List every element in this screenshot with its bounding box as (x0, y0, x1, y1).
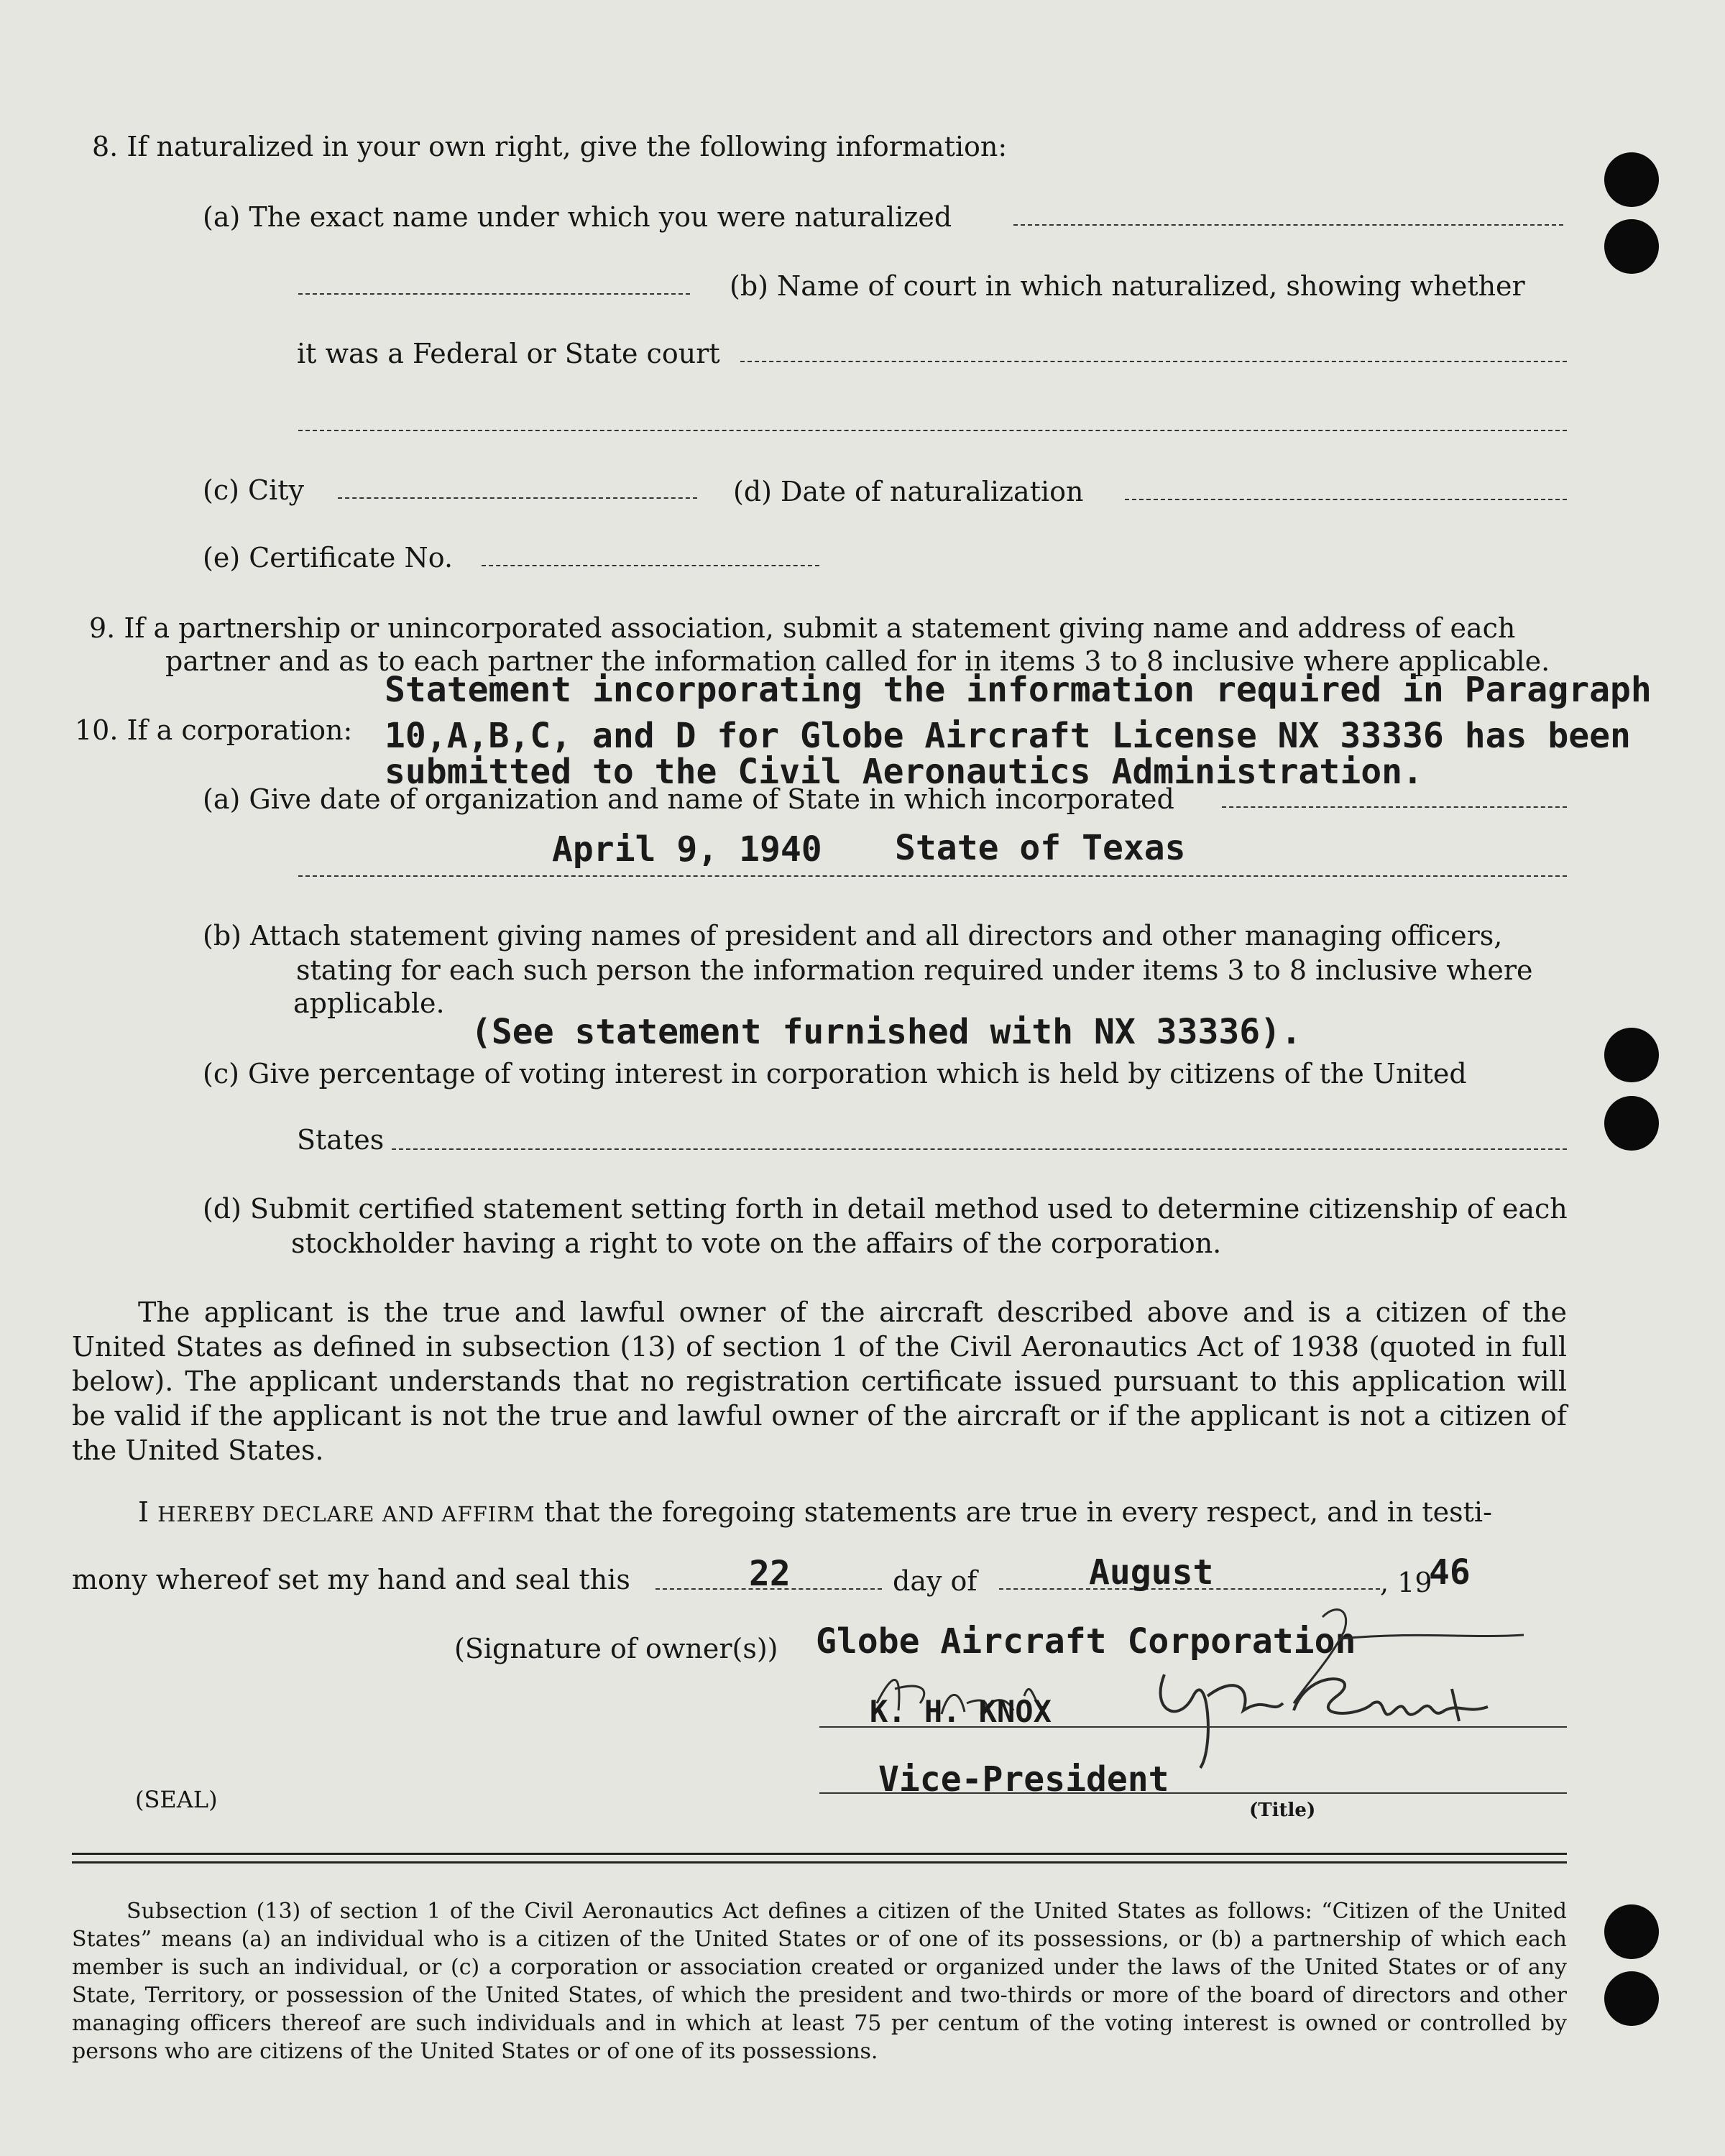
item8-a-field[interactable] (1013, 224, 1563, 226)
item9-line1: 9. If a partnership or unincorporated association, submit a statement giving name and address of each (89, 612, 1516, 644)
year-value: 46 (1429, 1552, 1471, 1593)
signature-company: Globe Aircraft Corporation (816, 1621, 1356, 1662)
punch-hole (1604, 1028, 1659, 1082)
handwritten-signature (776, 1588, 1538, 1775)
item10-d-line2: stockholder having a right to vote on the affairs of the corporation. (291, 1227, 1222, 1259)
punch-hole (1604, 1904, 1659, 1959)
month-value: August (1089, 1552, 1214, 1593)
item8-court-field[interactable] (740, 361, 1567, 362)
divider-rule (72, 1853, 1567, 1855)
affirmation-line1 (138, 1496, 1492, 1530)
seal-label: (SEAL) (135, 1786, 218, 1813)
item8-date-field[interactable] (1125, 499, 1567, 500)
item8-a-field-cont[interactable] (298, 293, 690, 295)
title-label: (Title) (1249, 1800, 1316, 1821)
punch-hole (1604, 219, 1659, 274)
day-value: 22 (749, 1554, 791, 1594)
item10-c-label: (c) Give percentage of voting interest in corporation which is held by citizens of the United (203, 1058, 1467, 1089)
item8-d-label: (d) Date of naturalization (733, 476, 1084, 507)
affirmation-line2-prefix: mony whereof set my hand and seal this (72, 1564, 630, 1595)
item10-typed-line1: Statement incorporating the information required in Paragraph (385, 670, 1652, 710)
day-of-label: day of (893, 1565, 978, 1597)
affirmation-rest: that the foregoing statements are true in every respect, and in testi- (543, 1496, 1492, 1528)
punch-hole (1604, 152, 1659, 207)
punch-hole (1604, 1971, 1659, 2026)
item10-b-line3: applicable. (293, 987, 445, 1019)
signature-name-line[interactable] (819, 1726, 1567, 1728)
item8-city-field[interactable] (338, 497, 697, 499)
item10-a-date: April 9, 1940 (552, 829, 822, 870)
item10-typed-line3: submitted to the Civil Aeronautics Administration. (385, 752, 1423, 792)
item10-a-label: (a) Give date of organization and name of State in which incorporated (203, 783, 1174, 815)
item10-d-line1: (d) Submit certified statement setting forth in detail method used to determine citizenship of each (203, 1193, 1568, 1225)
item10-b-line1: (b) Attach statement giving names of president and all directors and other managing officers, (203, 920, 1503, 952)
item8-court-field-cont[interactable] (298, 430, 1567, 431)
affirmation-smallcaps: HEREBY DECLARE AND AFFIRM (157, 1502, 535, 1526)
affirmation-prefix: I (138, 1496, 150, 1528)
title-value: Vice-President (878, 1759, 1169, 1800)
item10-a-field[interactable] (1222, 806, 1567, 808)
item8-b-cont-label: it was a Federal or State court (297, 338, 720, 369)
item10-a-field-cont[interactable] (298, 875, 1567, 877)
signature-name: K. H. KNOX (870, 1694, 1052, 1729)
year-prefix: , 19 (1380, 1567, 1432, 1598)
item10-typed-line2: 10,A,B,C, and D for Globe Aircraft License NX 33336 has been (385, 716, 1631, 756)
item10-b-line2: stating for each such person the information required under items 3 to 8 inclusive where (296, 954, 1533, 986)
title-line[interactable] (819, 1792, 1567, 1794)
citizen-definition-footnote: Subsection (13) of section 1 of the Civil Aeronautics Act defines a citizen of the United States as follows: “Citizen of the United States” means (a) an individual who is a citizen of the United States or of one of its possessions, or (b) a partnership of which each member is such an individual, or (c) a corporation or association created or organized under the laws of the United States or of any State, Territory, or possession of the United States, of which the president and two-thirds or more of the board of directors and other managing officers thereof are such individuals and in which at least 75 per centum of the voting interest is owned or controlled by persons who are citizens of the United States or of one of its possessions. (72, 1899, 1567, 2064)
item10-b-typed: (See statement furnished with NX 33336). (471, 1012, 1302, 1052)
item9-line2: partner and as to each partner the information called for in items 3 to 8 inclusive where applicable. (165, 645, 1550, 677)
item8-b-label: (b) Name of court in which naturalized, showing whether (730, 270, 1525, 302)
item8-c-label: (c) City (203, 474, 304, 506)
item8-intro: 8. If naturalized in your own right, give the following information: (92, 131, 1008, 162)
item10-c-cont-label: States (297, 1124, 385, 1156)
item8-a-label: (a) The exact name under which you were naturalized (203, 201, 952, 233)
item10-c-field[interactable] (392, 1148, 1567, 1150)
item8-e-label: (e) Certificate No. (203, 542, 454, 573)
declaration-paragraph: The applicant is the true and lawful owner of the aircraft described above and is a citizen of the United States as defined in subsection (13) of section 1 of the Civil Aeronautics Act of 1938 (quoted in full below). The applicant understands that no registration certificate issued pursuant to this application will be valid if the applicant is not the true and lawful owner of the aircraft or if the applicant is not a citizen of the United States. (72, 1296, 1567, 1466)
punch-hole (1604, 1096, 1659, 1151)
item10-label: 10. If a corporation: (75, 714, 353, 746)
divider-rule (72, 1861, 1567, 1864)
signature-label: (Signature of owner(s)) (454, 1633, 778, 1664)
item10-a-state: State of Texas (895, 828, 1186, 868)
item8-certificate-field[interactable] (482, 565, 819, 566)
